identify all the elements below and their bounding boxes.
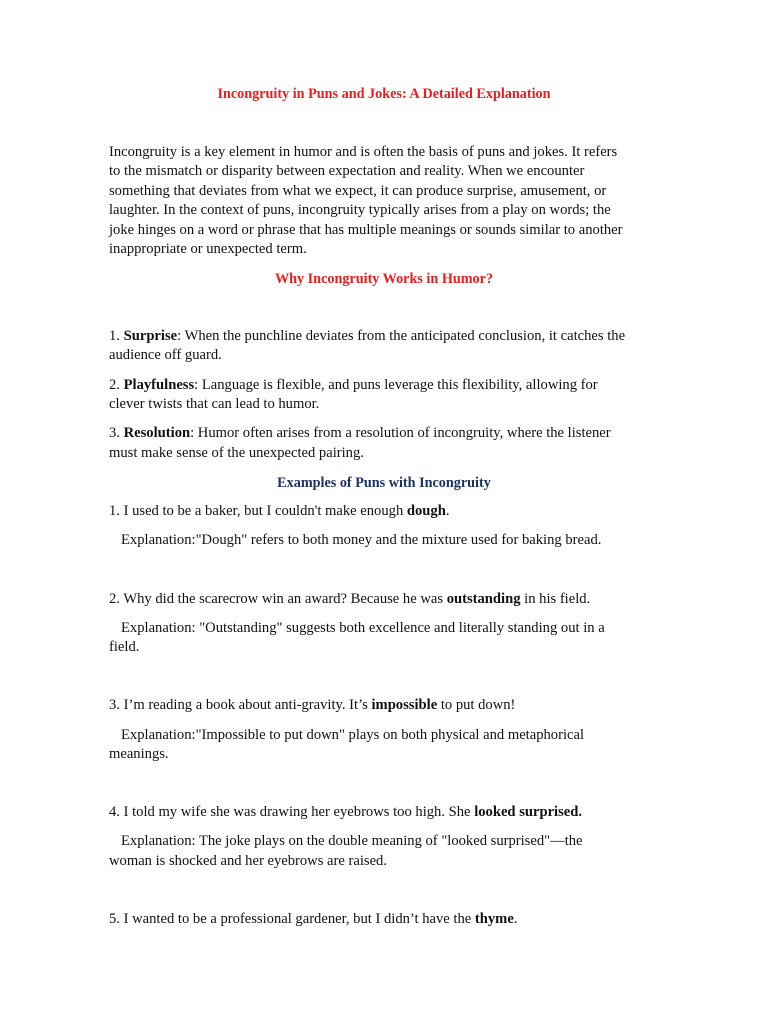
reason-text: : Language is flexible, and puns leverage this flexibility, allowing for [194, 377, 598, 393]
reason-text: clever twists that can lead to humor. [109, 396, 320, 412]
reason-term: Surprise [123, 328, 178, 344]
reason-term: Resolution [123, 425, 191, 441]
reason-number: 1. [109, 328, 120, 344]
example-punchword: dough [406, 503, 446, 519]
example-explanation: Explanation: "Outstanding" suggests both excellence and literally standing out in a [121, 620, 605, 636]
example-setup: 4. I told my wife she was drawing her eyebrows too high. She [109, 804, 475, 820]
example-explanation: field. [109, 639, 140, 655]
example-explanation: woman is shocked and her eyebrows are raised. [109, 853, 387, 869]
example-explanation: Explanation: The joke plays on the double meaning of "looked surprised"—the [121, 833, 583, 849]
intro-line: inappropriate or unexpected term. [109, 241, 307, 257]
example-punchword: looked surprised. [474, 804, 583, 820]
reason-number: 3. [109, 425, 120, 441]
example-punchword: thyme [474, 911, 514, 927]
document-title: Incongruity in Puns and Jokes: A Detailed Explanation [217, 86, 551, 102]
example-ending: to put down! [437, 697, 516, 713]
why-heading: Why Incongruity Works in Humor? [274, 271, 494, 287]
reason-text: : When the punchline deviates from the anticipated conclusion, it catches the [177, 328, 626, 344]
example-explanation: Explanation:"Dough" refers to both money and the mixture used for baking bread. [121, 532, 602, 548]
example-ending: . [513, 911, 518, 927]
examples-heading: Examples of Puns with Incongruity [277, 475, 491, 491]
example-setup: 5. I wanted to be a professional gardener, but I didn’t have the [109, 911, 475, 927]
example-setup: 2. Why did the scarecrow win an award? Because he was [109, 591, 447, 607]
reason-term: Playfulness [123, 377, 195, 393]
reason-text: audience off guard. [109, 347, 222, 363]
intro-line: to the mismatch or disparity between expectation and reality. When we encounter [109, 163, 585, 179]
reason-text: : Humor often arises from a resolution of incongruity, where the listener [190, 425, 611, 441]
example-setup: 1. I used to be a baker, but I couldn't make enough [109, 503, 407, 519]
example-ending: in his field. [520, 591, 591, 607]
intro-line: Incongruity is a key element in humor and is often the basis of puns and jokes. It refers [109, 144, 618, 160]
reason-number: 2. [109, 377, 120, 393]
intro-line: joke hinges on a word or phrase that has multiple meanings or sounds similar to another [109, 222, 623, 238]
example-setup: 3. I’m reading a book about anti-gravity. It’s [109, 697, 372, 713]
example-ending: . [445, 503, 450, 519]
reason-text: must make sense of the unexpected pairing. [109, 445, 364, 461]
example-explanation: Explanation:"Impossible to put down" plays on both physical and metaphorical [121, 727, 585, 743]
intro-line: laughter. In the context of puns, incongruity typically arises from a play on words; the [109, 202, 611, 218]
example-punchword: impossible [371, 697, 438, 713]
example-explanation: meanings. [109, 746, 169, 762]
intro-line: something that deviates from what we expect, it can produce surprise, amusement, or [109, 183, 607, 199]
example-punchword: outstanding [446, 591, 521, 607]
